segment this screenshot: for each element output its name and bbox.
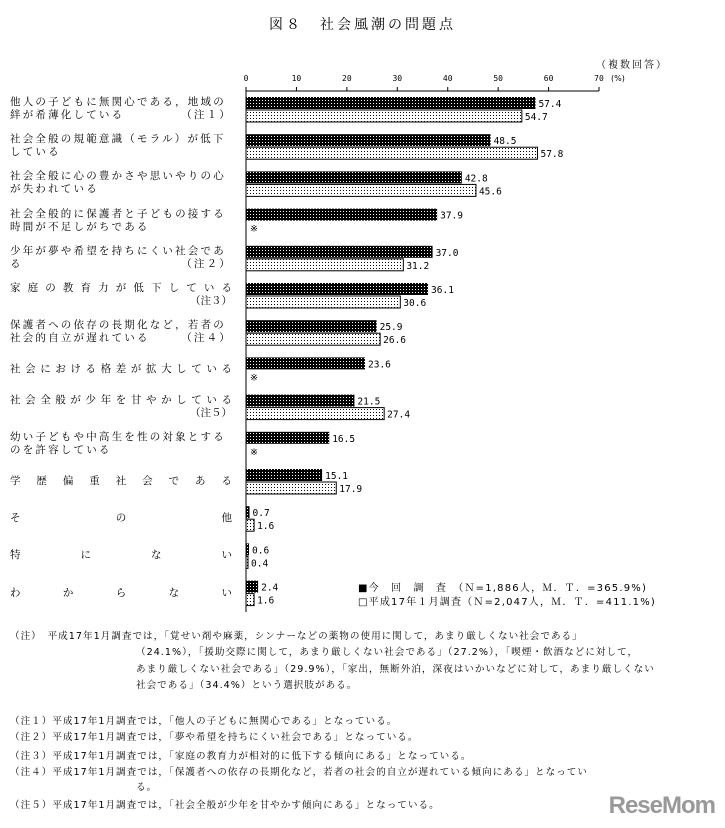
category-label-line1: 特にない [10,549,232,562]
note-line: 社会である」（34.4%）という選択肢がある。 [136,680,358,692]
legend-swatch-white-icon: □ [358,597,369,608]
category-label-line2: 社会的自立が遅れている [10,332,150,345]
bar-h17 [246,147,537,159]
data-label: 1.6 [257,595,275,607]
category-label-line1: 少年が夢や希望を持ちにくい社会であ [10,244,226,257]
data-label: 21.5 [357,396,381,408]
category-label-line1: 学歴偏重社会である [10,475,232,487]
bar-h17 [246,594,254,606]
bar-current [246,134,491,146]
bar-current [246,432,329,444]
note-line: （注４）平成17年1月調査では，「保護者への依存の長期化など，若者の社会的自立が遅れている傾向にある」となってい [10,766,588,778]
category-label-line2: のを許容している [10,443,112,456]
bar-h17 [246,110,522,122]
bar-h17 [246,482,336,494]
bar-current [246,283,428,295]
data-label: 57.4 [538,99,562,110]
data-label: 42.8 [464,173,488,185]
category-label-line1: その他 [10,512,232,525]
bar-current [246,506,250,518]
category-label-line1: 社会全般的に保護者と子どもの接する [10,207,226,220]
category-label-line2: している [10,146,61,159]
data-label: ※ [250,446,258,458]
category-label-line1: 幼い子どもや中高生を性の対象とする [10,430,226,443]
bar-h17 [246,519,254,531]
category-label-line1: 社会全般の規範意識（モラル）が低下 [10,133,226,146]
category-note-ref: （注２） [181,257,232,270]
bar-h17 [246,259,403,271]
category-label-line1: 他人の子どもに無関心である，地域の [10,96,226,108]
legend-item-current: ■今 回 調 査 （Ｎ=1,886人，Ｍ．Ｔ．=365.9%) [358,583,648,594]
data-label: 36.1 [431,285,454,296]
category-label-line1: 保護者への依存の長期化など，若者の [10,319,226,332]
bar-h17 [246,296,400,308]
category-note-ref: （注４） [181,332,232,345]
bar-current [246,209,437,221]
bar-current [246,246,433,258]
bar-h17 [246,408,384,420]
x-tick-label: 60 [543,74,554,83]
category-label-line1: わからない [10,586,232,599]
note-line: （24.1%），「援助交際に関して，あまり厳しくない社会である」（27.2%），「喫煙・飲酒などに対して， [136,647,639,659]
x-tick-label: 0 [243,74,249,83]
bar-h17 [246,333,380,345]
data-label: 26.6 [383,335,407,347]
note-line: （注２）平成17年1月調査では，「夢や希望を持ちにくい社会である」となっている。 [10,732,419,744]
bar-current [246,171,462,183]
multiple-answer-note: （複数回答） [596,60,668,71]
resemom-logo: ReseMom [608,792,715,819]
category-note-ref: （注３） [190,295,232,307]
category-label-line2: 絆が希薄化している [10,109,125,121]
data-label: 31.2 [406,260,430,272]
data-label: ※ [250,223,258,235]
x-tick-label: 20 [342,74,352,83]
category-label-line1: 家庭の教育力が低下している [10,282,232,294]
bar-current [246,320,377,332]
data-label: 37.0 [435,247,459,259]
data-label: 57.8 [540,149,564,161]
note-line: （注） 平成17年1月調査では，「覚せい剤や麻薬，シンナーなどの薬物の使用に関して，あまり厳しくない社会である」 [10,631,583,642]
legend-item-h17: □平成17年１月調査（Ｎ=2,047人，Ｍ．Ｔ．=411.1%) [358,597,656,608]
bar-current [246,543,249,555]
note-line: （注３）平成17年1月調査では，「家庭の教育力が相対的に低下する傾向にある」となっている。 [10,750,472,762]
data-label: 37.9 [440,210,464,222]
x-tick-label: 30 [392,74,403,83]
data-label: ※ [250,372,258,384]
bar-h17 [246,184,476,196]
category-label-line2: が失われている [10,183,99,196]
note-line: （注１）平成17年1月調査では，「他人の子どもに無関心である」となっている。 [10,716,398,728]
chart-title: 図８ 社会風潮の問題点 [269,17,456,33]
bar-h17 [246,556,248,568]
category-label-line1: 社会における格差が拡大している [10,363,232,376]
x-tick-label: 10 [291,74,302,83]
data-label: 48.5 [493,136,517,148]
data-label: 17.9 [339,484,363,495]
note-line: る。 [136,781,158,793]
data-label: 30.6 [403,298,427,309]
x-tick-label: 50 [493,74,503,83]
note-line: あまり厳しくない社会である」（29.9%），「家出，無断外泊，深夜はいかいなどに対して，あまり厳しくない [136,663,655,675]
data-label: 0.6 [252,545,270,557]
bar-current [246,357,365,369]
category-label-line1: 社会全般に心の豊かさや思いやりの心 [10,170,226,183]
data-label: 54.7 [524,112,548,123]
x-tick-label: 40 [442,74,453,83]
data-label: 0.4 [251,558,269,570]
legend-swatch-black-icon: ■ [358,583,369,594]
bar-current [246,581,258,593]
data-label: 25.9 [379,322,403,334]
data-label: 0.7 [252,508,270,520]
data-label: 1.6 [257,521,275,533]
category-note-ref: （注１） [181,109,232,121]
bar-current [246,97,535,109]
x-unit-label: (%) [611,74,625,83]
data-label: 45.6 [478,186,502,198]
category-note-ref: （注５） [190,406,232,419]
data-label: 16.5 [332,433,356,445]
data-label: 23.6 [368,359,391,371]
x-tick-label: 70 [594,74,604,83]
data-label: 2.4 [261,582,279,594]
note-line: （注５）平成17年1月調査では，「社会全般が少年を甘やかす傾向にある」となっている。 [10,800,440,812]
legend [358,582,656,610]
category-label-line2: 時間が不足しがちである [10,220,150,233]
data-label: 15.1 [325,471,349,482]
category-label-line1: 社会全般が少年を甘やかしている [10,393,232,406]
bar-current [246,469,322,481]
data-label: 27.4 [387,409,411,421]
category-label-line2: る [10,257,23,270]
bar-current [246,395,354,407]
